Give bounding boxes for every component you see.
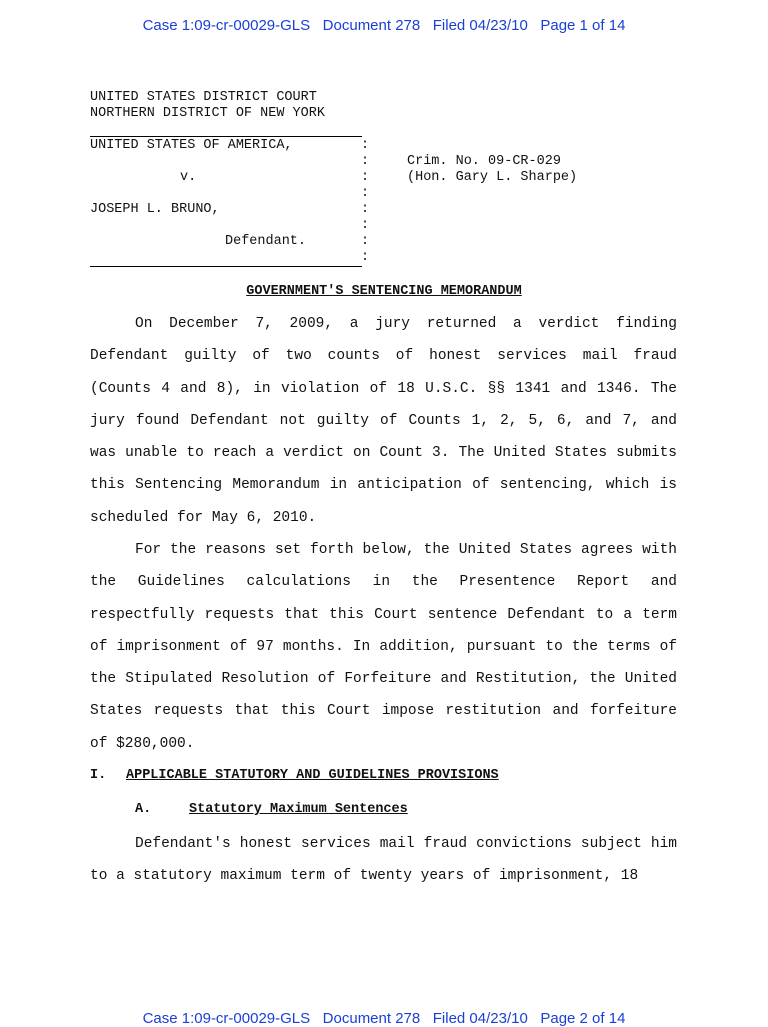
document-title: GOVERNMENT'S SENTENCING MEMORANDUM (246, 284, 522, 299)
page-header (0, 17, 768, 34)
case-number: Case 1:09-cr-00029-GLS (142, 17, 311, 34)
document-number: Document 278 (322, 17, 421, 34)
caption-bottom-rule (90, 266, 362, 267)
section-heading-1 (90, 768, 499, 783)
document-number-next: Document 278 (322, 1010, 421, 1027)
paragraph-statutory: Defendant's honest services mail fraud convictions subject him to a statutory maximum term of twenty years of imprisonment, 18 (90, 836, 677, 885)
court-line-1: UNITED STATES DISTRICT COURT (90, 90, 317, 105)
case-details (407, 154, 577, 186)
section-number: I. (90, 768, 107, 783)
plaintiff-name: UNITED STATES OF AMERICA, (90, 138, 293, 153)
page-number-next: Page 2 of 14 (540, 1010, 626, 1027)
criminal-number: Crim. No. 09-CR-029 (407, 154, 561, 169)
court-line-2: NORTHERN DISTRICT OF NEW YORK (90, 106, 325, 121)
next-page-header (0, 1010, 768, 1027)
case-number-next: Case 1:09-cr-00029-GLS (142, 1010, 311, 1027)
page-number: Page 1 of 14 (540, 17, 626, 34)
case-caption (90, 138, 306, 250)
subsection-number: A. (135, 802, 152, 817)
caption-top-rule (90, 136, 362, 137)
filed-date: Filed 04/23/10 (432, 17, 528, 34)
court-name (90, 90, 325, 122)
paragraph-request: For the reasons set forth below, the United States agrees with the Guidelines calculations in the Presentence Report and respectfully requests that this Court sentence Defendant to a term of imprisonment of 97 months. In addition, pursuant to the terms of the Stipulated Resolution of Forfeiture and Restitution, the United States requests that this Court impose restitution and forfeiture of $280,000. (90, 542, 677, 752)
section-title: APPLICABLE STATUTORY AND GUIDELINES PROVISIONS (126, 768, 499, 783)
versus-label: v. (180, 170, 197, 185)
defendant-label: Defendant. (225, 234, 307, 249)
judge-name: (Hon. Gary L. Sharpe) (407, 170, 578, 185)
subsection-title: Statutory Maximum Sentences (189, 802, 408, 817)
caption-colons: : : : : : : : : (361, 138, 370, 265)
filed-date-next: Filed 04/23/10 (432, 1010, 528, 1027)
paragraph-verdict: On December 7, 2009, a jury returned a verdict finding Defendant guilty of two counts of honest services mail fraud (Counts 4 and 8), in violation of 18 U.S.C. §§ 1341 and 1346. The jury found Defendant not guilty of Counts 1, 2, 5, 6, and 7, and was unable to reach a verdict on Count 3. The United States submits this Sentencing Memorandum in anticipation of sentencing, which is scheduled for May 6, 2010. (90, 316, 677, 526)
subsection-heading-a (135, 802, 408, 817)
defendant-name: JOSEPH L. BRUNO, (90, 202, 220, 217)
